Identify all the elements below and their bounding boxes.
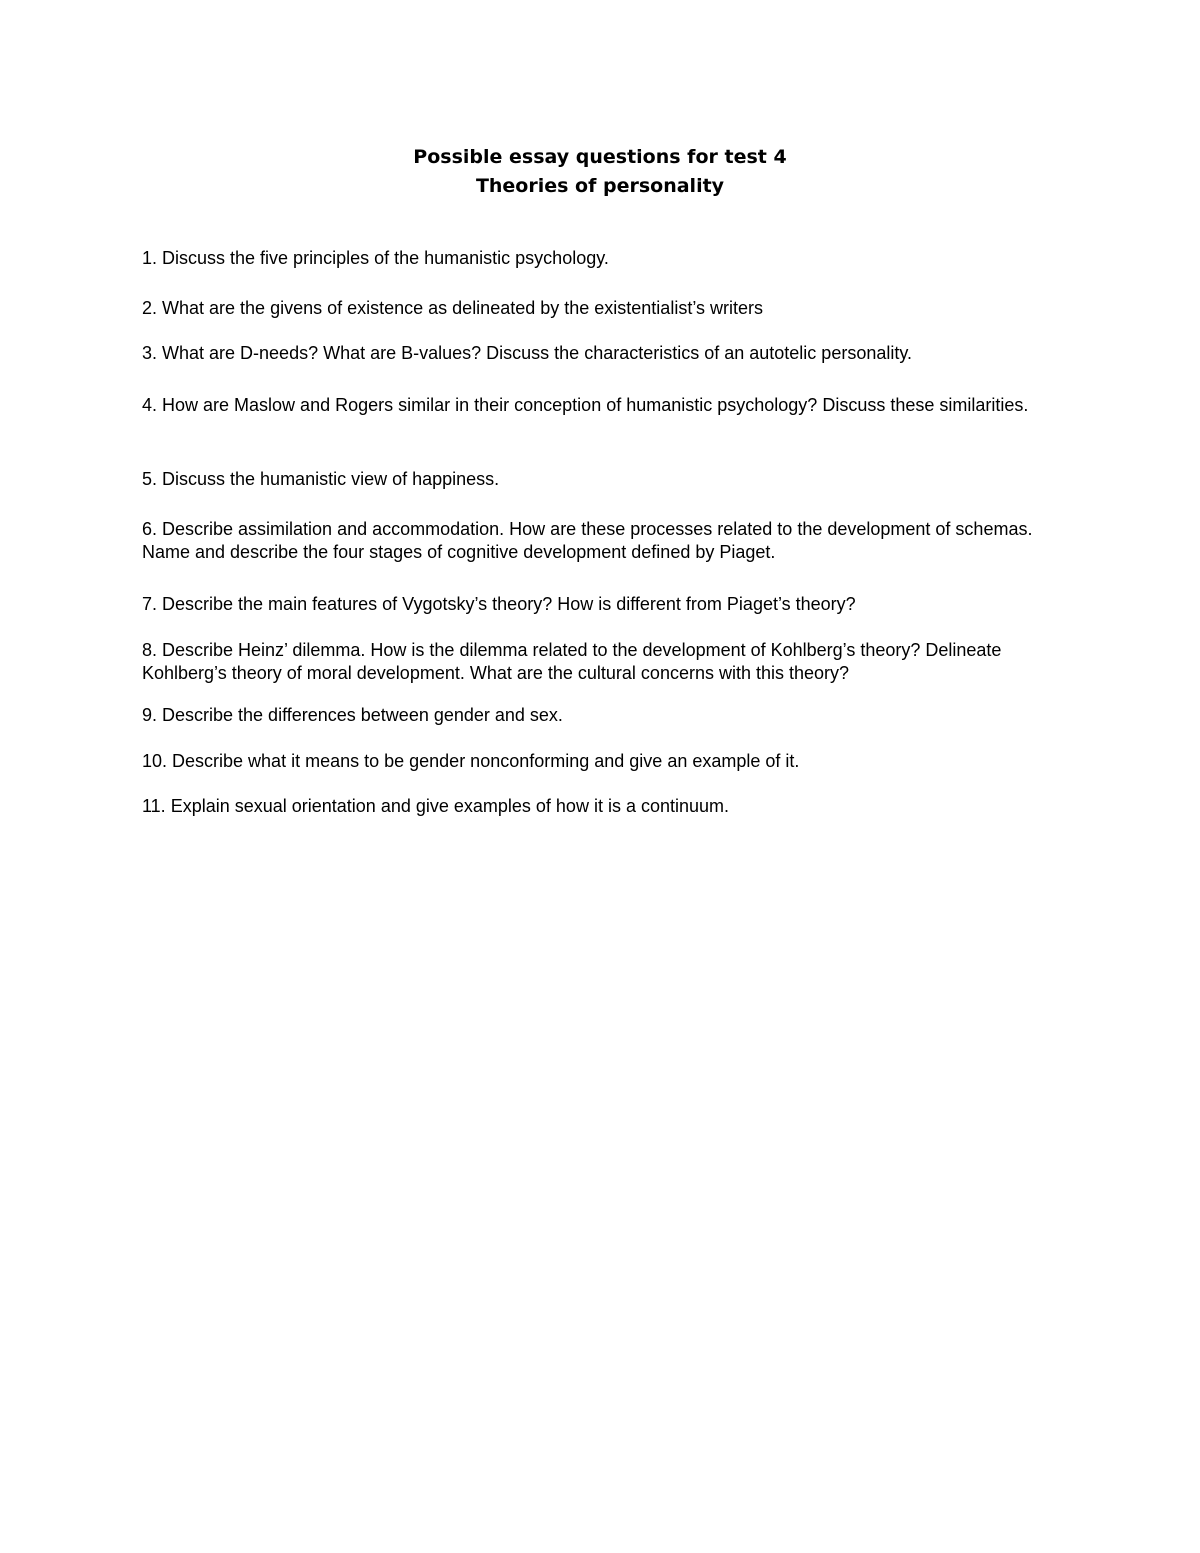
question-item-10: 10. Describe what it means to be gender nonconforming and give an example of it. — [142, 751, 800, 771]
question-item-5: 5. Discuss the humanistic view of happiness. — [142, 469, 500, 489]
document-title: Possible essay questions for test 4 — [413, 146, 787, 168]
question-item-4: 4. How are Maslow and Rogers similar in their conception of humanistic psychology? Discuss these similarities. — [142, 395, 1029, 415]
question-item-3: 3. What are D-needs? What are B-values? Discuss the characteristics of an autotelic personality. — [142, 343, 913, 363]
question-item-11: 11. Explain sexual orientation and give examples of how it is a continuum. — [142, 796, 730, 816]
question-item-2: 2. What are the givens of existence as delineated by the existentialist’s writers — [142, 298, 763, 318]
question-item-9: 9. Describe the differences between gender and sex. — [142, 705, 563, 725]
question-item-1: 1. Discuss the five principles of the humanistic psychology. — [142, 248, 609, 268]
question-item-7: 7. Describe the main features of Vygotsky’s theory? How is different from Piaget’s theory? — [142, 594, 856, 614]
question-item-8: 8. Describe Heinz’ dilemma. How is the dilemma related to the development of Kohlberg’s theory? Delineate Kohlberg’s theory of moral development. What are the cultural concerns with this theory? — [142, 640, 1002, 683]
document-subtitle: Theories of personality — [475, 175, 725, 197]
question-item-6: 6. Describe assimilation and accommodation. How are these processes related to the development of schemas. Name and describe the four stages of cognitive development defined by Piaget. — [142, 519, 1033, 562]
